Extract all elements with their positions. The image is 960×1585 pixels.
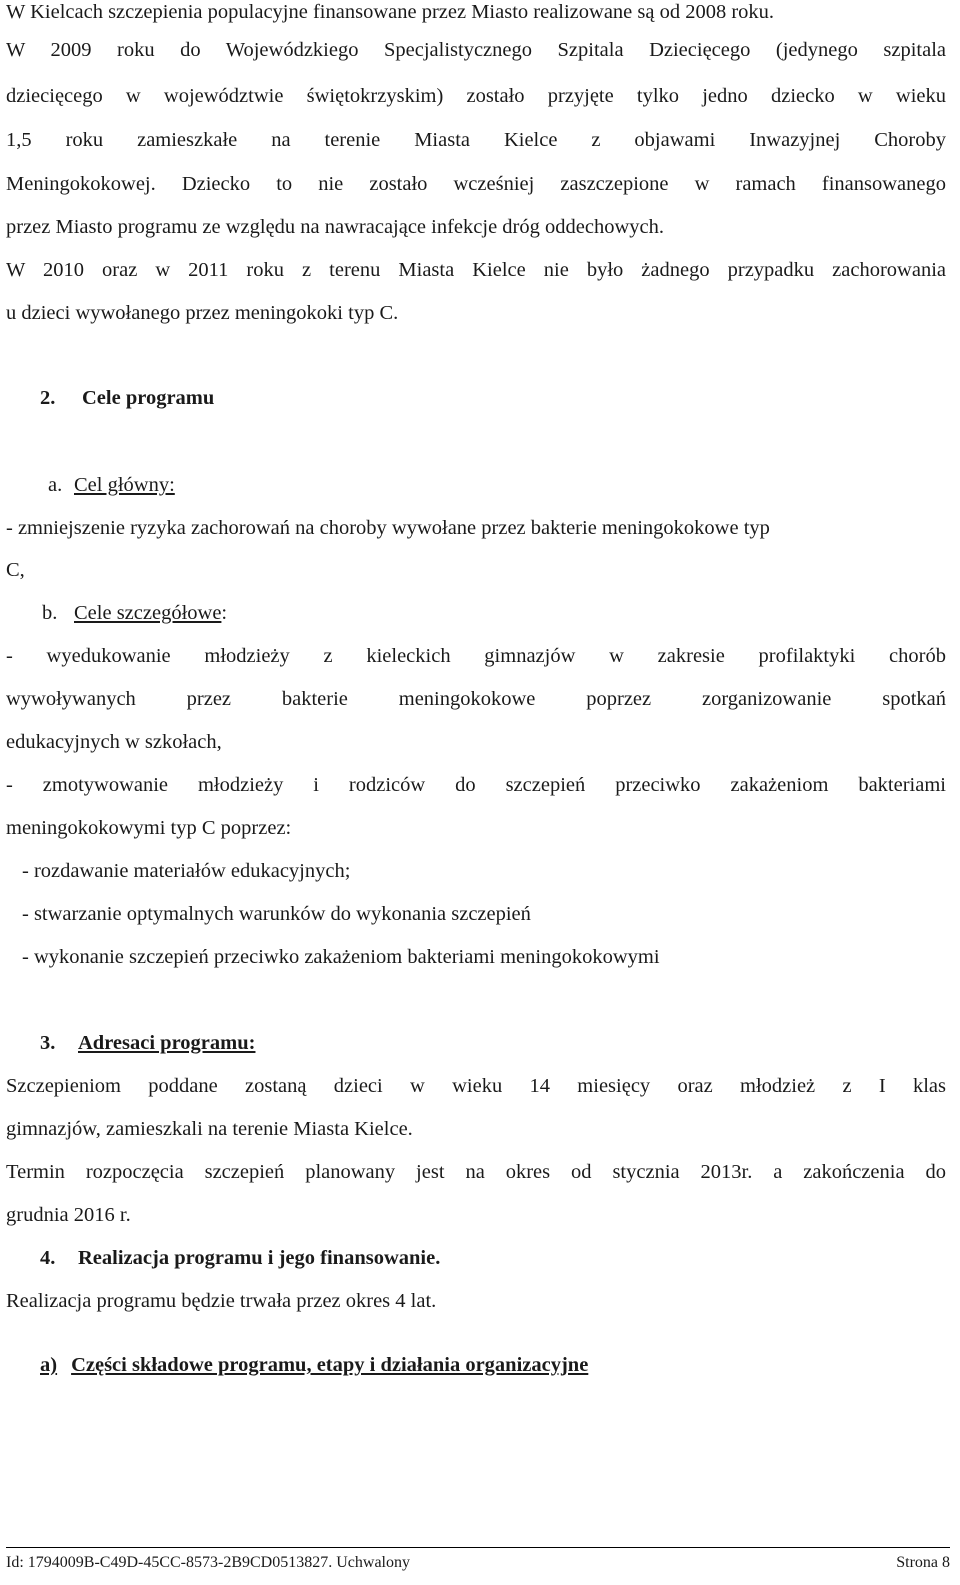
footer-document-id: Id: 1794009B-C49D-45CC-8573-2B9CD0513827. Uchwalony — [6, 1554, 410, 1571]
section-4-sub-a-heading — [6, 1353, 946, 1377]
section-3-line-3: Termin rozpoczęcia szczepień planowany jest na okres od stycznia 2013r. a zakończenia do — [6, 1161, 946, 1183]
goal-main-text-2: C, — [6, 559, 25, 581]
goal-specific-line-3: edukacyjnych w szkołach, — [6, 731, 222, 753]
section-4-title: Realizacja programu i jego finansowanie. — [78, 1247, 441, 1269]
section-4-line: Realizacja programu będzie trwała przez okres 4 lat. — [6, 1290, 437, 1312]
intro-line-2: W 2009 roku do Wojewódzkiego Specjalistycznego Szpitala Dziecięcego (jedynego szpitala — [6, 39, 946, 61]
goal-specific-colon: : — [221, 602, 228, 624]
intro-line-1: W Kielcach szczepienia populacyjne finansowane przez Miasto realizowane są od 2008 roku. — [6, 1, 775, 23]
footer-page-number: Strona 8 — [896, 1554, 950, 1571]
section-2-number: 2. — [40, 387, 56, 409]
goal-specific-line-2: wywoływanych przez bakterie meningokokowe poprzez zorganizowanie spotkań — [6, 688, 946, 710]
goal-main-label: Cel główny: — [74, 474, 175, 496]
section-3-line-2: gimnazjów, zamieszkali na terenie Miasta Kielce. — [6, 1118, 413, 1140]
section-3-line-1: Szczepieniom poddane zostaną dzieci w wieku 14 miesięcy oraz młodzież z I klas — [6, 1075, 946, 1097]
section-4-sub-a-marker: a) — [40, 1354, 58, 1376]
intro-line-4: 1,5 roku zamieszkałe na terenie Miasta Kielce z objawami Inwazyjnej Choroby — [6, 129, 946, 151]
sub-item-1: - rozdawanie materiałów edukacyjnych; — [22, 860, 351, 882]
intro-line-3: dziecięcego w województwie świętokrzyskim) zostało przyjęte tylko jedno dziecko w wieku — [6, 85, 946, 107]
section-2-heading — [6, 386, 946, 410]
sub-item-2: - stwarzanie optymalnych warunków do wykonania szczepień — [22, 903, 531, 925]
section-4-heading — [6, 1246, 946, 1270]
footer-divider — [6, 1547, 950, 1548]
section-3-line-4: grudnia 2016 r. — [6, 1204, 131, 1226]
goal-main-marker: a. — [48, 474, 63, 496]
section-3-heading — [6, 1031, 946, 1055]
section-3-title: Adresaci programu: — [78, 1032, 256, 1054]
intro-line-8: u dzieci wywołanego przez meningokoki typ C. — [6, 302, 399, 324]
goal-specific-line-5: meningokokowymi typ C poprzez: — [6, 817, 292, 839]
sub-item-3: - wykonanie szczepień przeciwko zakażeniom bakteriami meningokokowymi — [22, 946, 660, 968]
section-3-number: 3. — [40, 1032, 56, 1054]
goal-specific-line-1: - wyedukowanie młodzieży z kieleckich gimnazjów w zakresie profilaktyki chorób — [6, 645, 946, 667]
goal-main-text-1: - zmniejszenie ryzyka zachorowań na choroby wywołane przez bakterie meningokokowe typ — [6, 517, 770, 539]
goal-specific-label: Cele szczegółowe — [74, 602, 222, 624]
goal-specific-marker: b. — [42, 602, 58, 624]
section-4-sub-a-title: Części składowe programu, etapy i działania organizacyjne — [71, 1354, 589, 1376]
intro-line-5: Meningokokowej. Dziecko to nie zostało wcześniej zaszczepione w ramach finansowanego — [6, 173, 946, 195]
goal-specific-line-4: - zmotywowanie młodzieży i rodziców do szczepień przeciwko zakażeniom bakteriami — [6, 774, 946, 796]
goal-specific-heading — [6, 601, 946, 625]
goal-main-heading — [6, 473, 946, 497]
section-2-title: Cele programu — [82, 387, 215, 409]
intro-line-6: przez Miasto programu ze względu na nawracające infekcje dróg oddechowych. — [6, 216, 664, 238]
section-4-number: 4. — [40, 1247, 56, 1269]
intro-line-7: W 2010 oraz w 2011 roku z terenu Miasta Kielce nie było żadnego przypadku zachorowania — [6, 259, 946, 281]
